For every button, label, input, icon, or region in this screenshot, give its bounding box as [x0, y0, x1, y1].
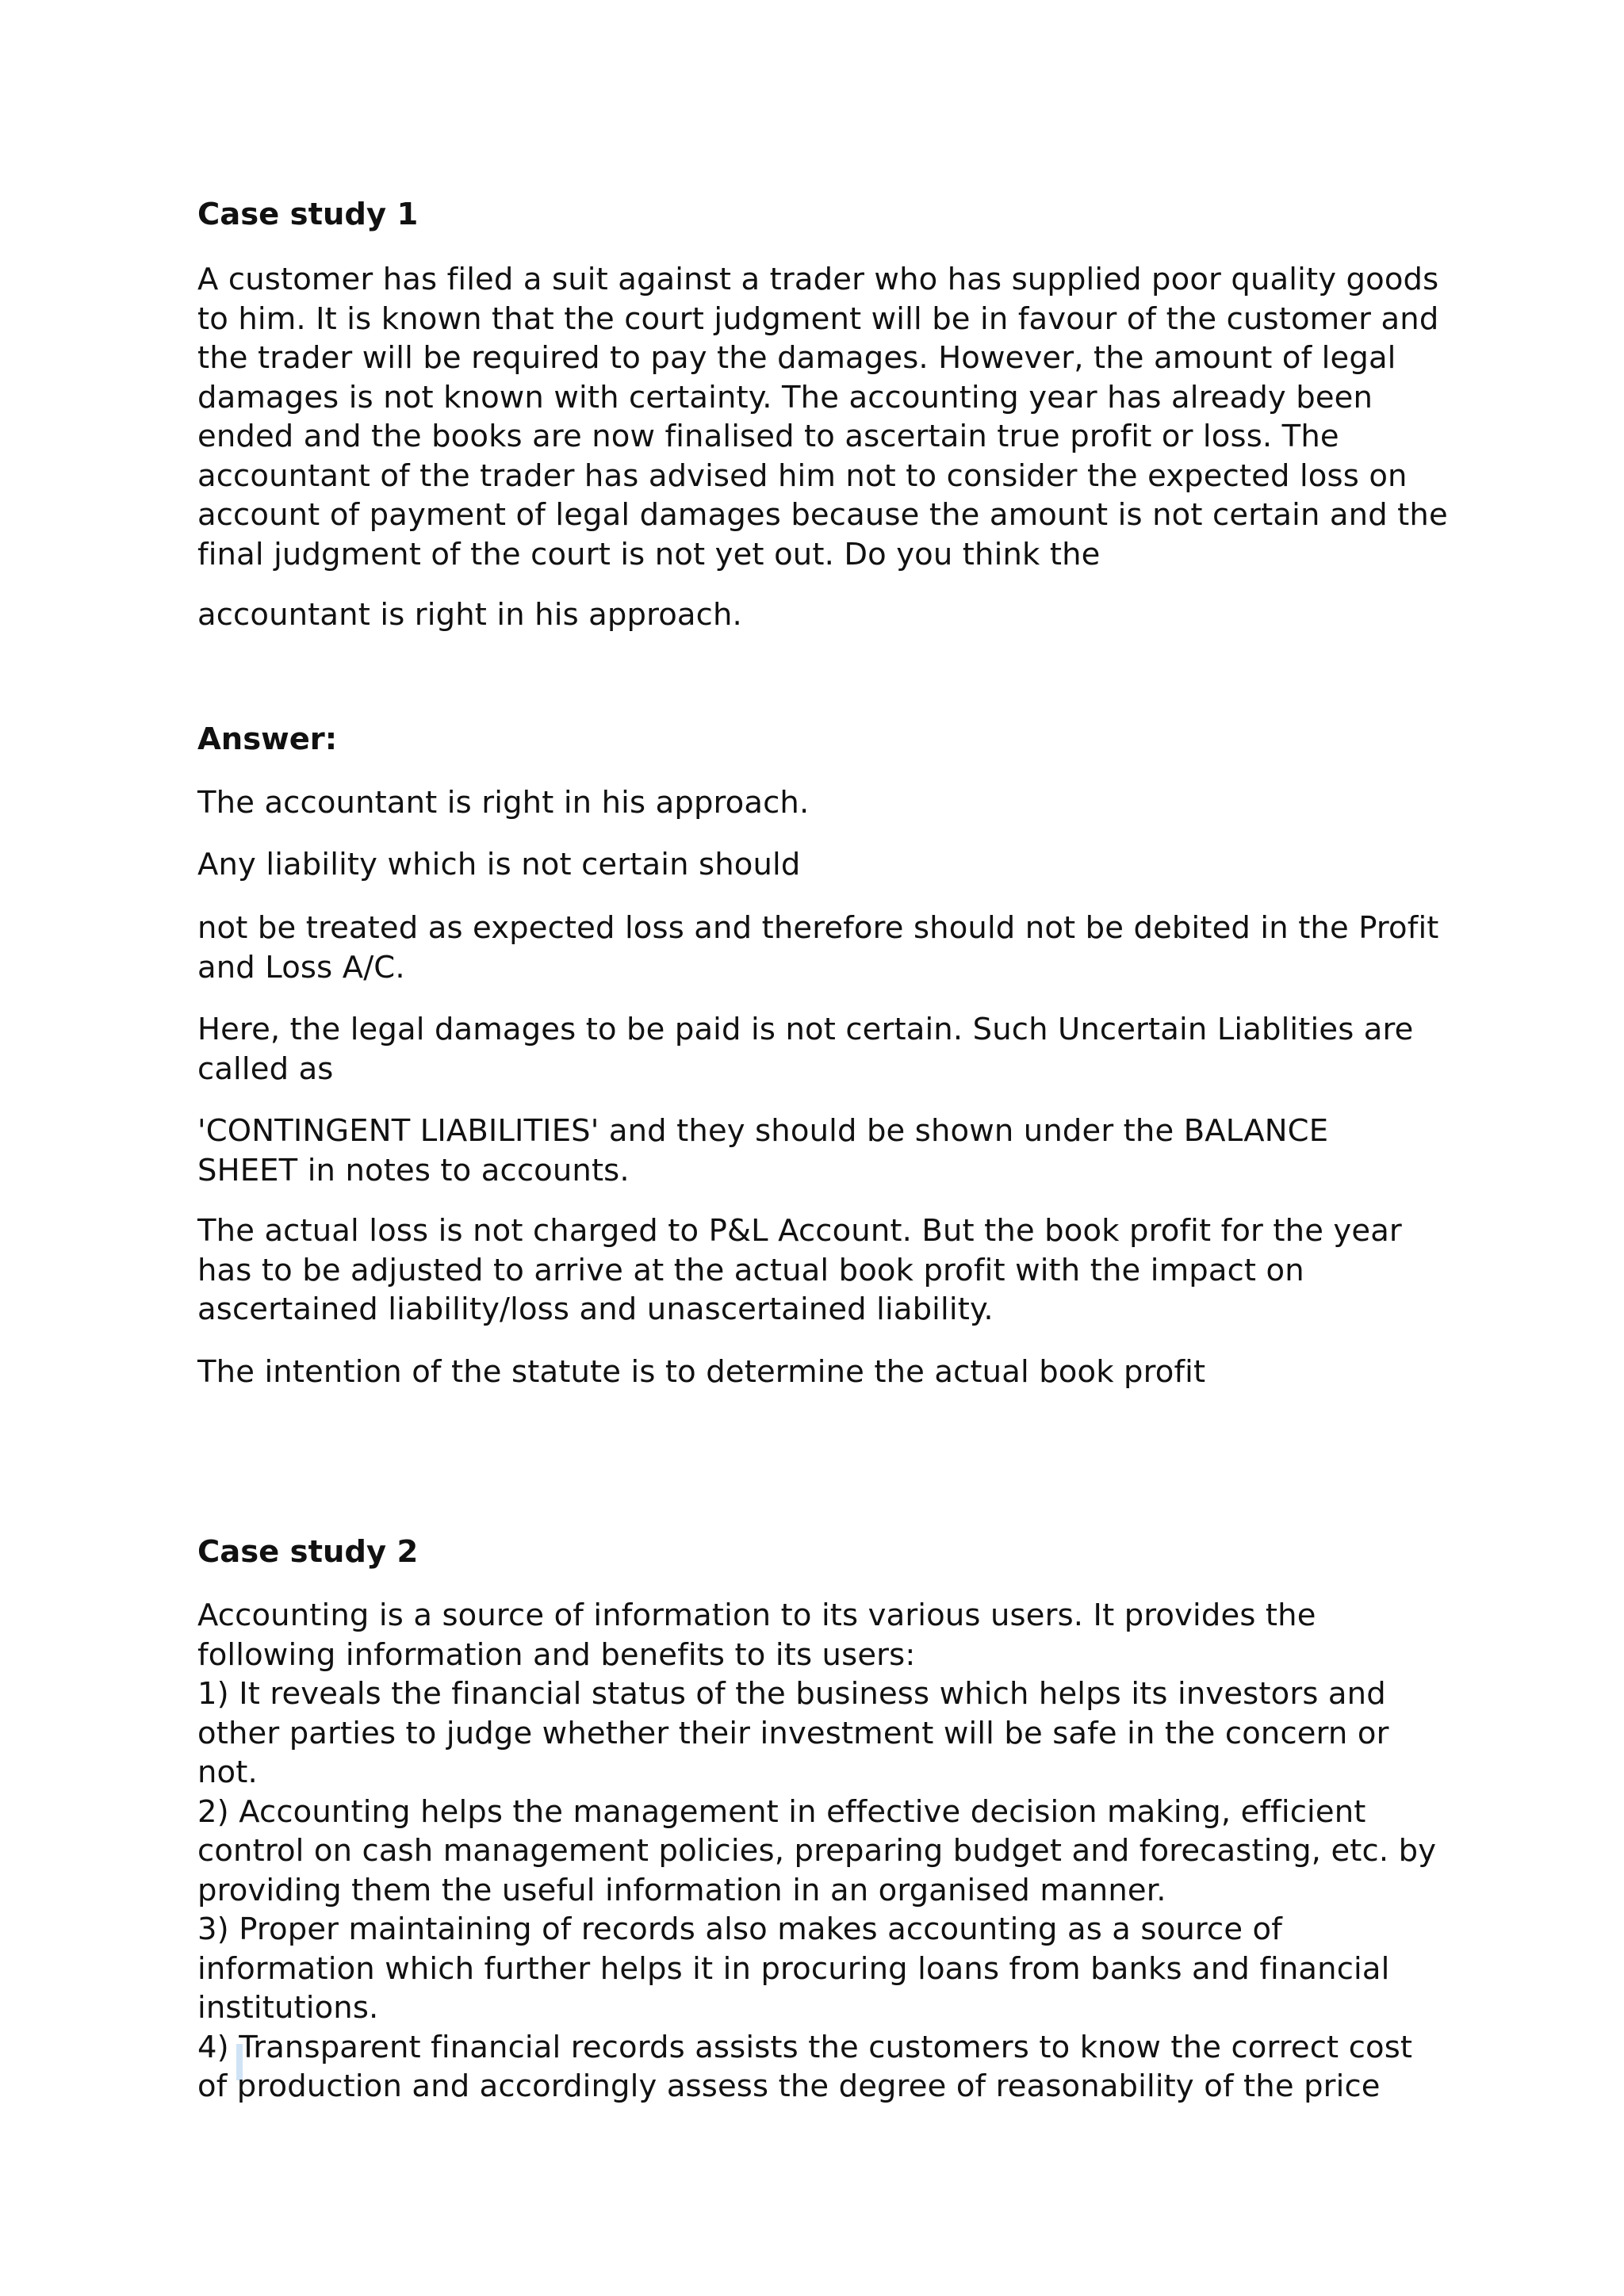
case-2-line: control on cash management policies, preparing budget and forecasting, etc. by — [197, 1833, 1437, 1869]
question-line: accountant of the trader has advised him not to consider the expected loss on — [197, 457, 1408, 494]
answer-line: has to be adjusted to arrive at the actual book profit with the impact on — [197, 1252, 1304, 1288]
question-line: to him. It is known that the court judgment will be in favour of the customer and — [197, 300, 1439, 337]
case-2-line: institutions. — [197, 1990, 379, 2026]
answer-paragraph-1: The accountant is right in his approach. — [197, 785, 810, 821]
answer-line: not be treated as expected loss and therefore should not be debited in the Profit — [197, 910, 1439, 946]
question-line: final judgment of the court is not yet out. Do you think the — [197, 536, 1101, 572]
question-line: A customer has filed a suit against a trader who has supplied poor quality goods — [197, 262, 1439, 297]
question-line: ended and the books are now finalised to ascertain true profit or loss. The — [197, 419, 1339, 454]
case-study-1-question — [197, 260, 1448, 574]
case-2-line: 1) It reveals the financial status of the business which helps its investors and — [197, 1676, 1386, 1712]
question-line: damages is not known with certainty. The accounting year has already been — [197, 379, 1373, 415]
answer-heading: Answer: — [197, 721, 338, 757]
case-2-line: not. — [197, 1755, 258, 1790]
answer-line: Here, the legal damages to be paid is not certain. Such Uncertain Liablities are — [197, 1012, 1414, 1047]
answer-line: ascertained liability/loss and unascertained liability. — [197, 1292, 994, 1327]
answer-line: and Loss A/C. — [197, 949, 405, 985]
case-2-line: of production and accordingly assess the degree of reasonability of the price — [197, 2068, 1381, 2104]
answer-paragraph-7: The intention of the statute is to determine the actual book profit — [197, 1354, 1206, 1390]
answer-line: The actual loss is not charged to P&L Account. But the book profit for the year — [197, 1213, 1402, 1249]
case-study-2-body — [197, 1596, 1437, 2107]
case-2-line: 2) Accounting helps the management in effective decision making, efficient — [197, 1793, 1366, 1830]
case-2-line: following information and benefits to its users: — [197, 1636, 916, 1673]
answer-line: 'CONTINGENT LIABILITIES' and they should be shown under the BALANCE — [197, 1113, 1329, 1149]
answer-line: called as — [197, 1050, 334, 1087]
case-2-line: providing them the useful information in an organised manner. — [197, 1872, 1166, 1908]
question-line: account of payment of legal damages because the amount is not certain and the — [197, 497, 1448, 533]
answer-line: SHEET in notes to accounts. — [197, 1152, 630, 1188]
case-2-line: Accounting is a source of information to its various users. It provides the — [197, 1598, 1316, 1633]
case-2-line: 3) Proper maintaining of records also makes accounting as a source of — [197, 1911, 1282, 1947]
case-2-line: information which further helps it in procuring loans from banks and financial — [197, 1950, 1390, 1987]
answer-paragraph-3 — [197, 909, 1439, 987]
case-2-line: other parties to judge whether their investment will be safe in the concern or — [197, 1715, 1389, 1751]
question-line: the trader will be required to pay the damages. However, the amount of legal — [197, 340, 1396, 376]
answer-paragraph-4 — [197, 1010, 1434, 1089]
answer-paragraph-2: Any liability which is not certain should — [197, 847, 801, 882]
case-study-1-question-end: accountant is right in his approach. — [197, 597, 742, 633]
case-study-2-heading: Case study 2 — [197, 1534, 419, 1570]
case-study-1-heading: Case study 1 — [197, 197, 419, 232]
answer-paragraph-5 — [197, 1112, 1434, 1190]
case-2-line: 4) Transparent financial records assists the customers to know the correct cost — [197, 2029, 1413, 2065]
answer-paragraph-6 — [197, 1211, 1434, 1330]
